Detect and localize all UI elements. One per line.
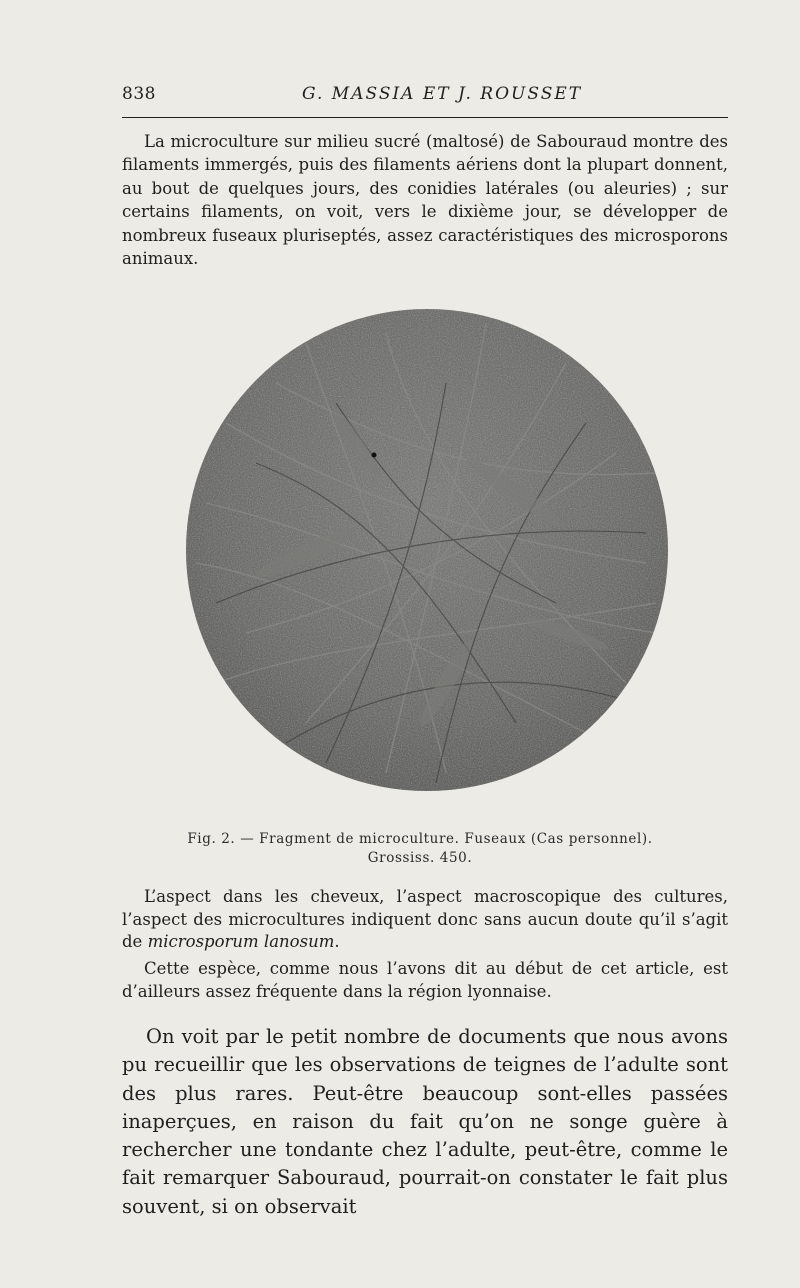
page-header bbox=[122, 84, 728, 110]
paragraph-conclusion-end: . bbox=[334, 932, 340, 952]
caption-line-1: Fig. 2. — Fragment de microculture. Fuseaux (Cas personnel). bbox=[187, 831, 653, 847]
species-name: microsporum lanosum bbox=[147, 932, 335, 952]
paragraph-adult-ringworm: On voit par le petit nombre de documents que nous avons pu recueillir que les observations de teignes de l’adulte sont des plus rares. Peut-être beaucoup sont-elles passées inaperçues, en raison du fait qu’on ne songe guère à rechercher une tondante chez l’adulte, peut-être, comme le fait remarquer Sabouraud, pourrait-on constater le fait plus souvent, si on observait bbox=[122, 1025, 728, 1218]
figure-caption bbox=[150, 830, 690, 868]
page-number: 838 bbox=[122, 84, 156, 104]
running-head: G. MASSIA ET J. ROUSSET bbox=[302, 84, 583, 104]
micrograph-image bbox=[186, 303, 668, 797]
paragraph-conclusion bbox=[122, 886, 728, 954]
caption-line-2: Grossiss. 450. bbox=[367, 850, 473, 866]
header-rule bbox=[122, 117, 728, 118]
micrograph-figure bbox=[186, 303, 668, 797]
paragraph-frequency: Cette espèce, comme nous l’avons dit au début de cet article, est d’ailleurs assez fréquente dans la région lyonnaise. bbox=[122, 959, 728, 1001]
paragraph-microculture: La microculture sur milieu sucré (maltosé) de Sabouraud montre des filaments immergés, puis des filaments aériens dont la plupart donnent, au bout de quelques jours, des conidies latérales (ou aleuries) ; sur certains filaments, on voit, vers le dixième jour, se développer de nombreux fuseaux pluriseptés, assez caractéristiques des microsporons animaux. bbox=[122, 132, 728, 269]
paragraph-conclusion-text: L’aspect dans les cheveux, l’aspect macroscopique des cultures, l’aspect des microcultures indiquent donc sans aucun doute qu’il s’agit de bbox=[122, 887, 728, 952]
